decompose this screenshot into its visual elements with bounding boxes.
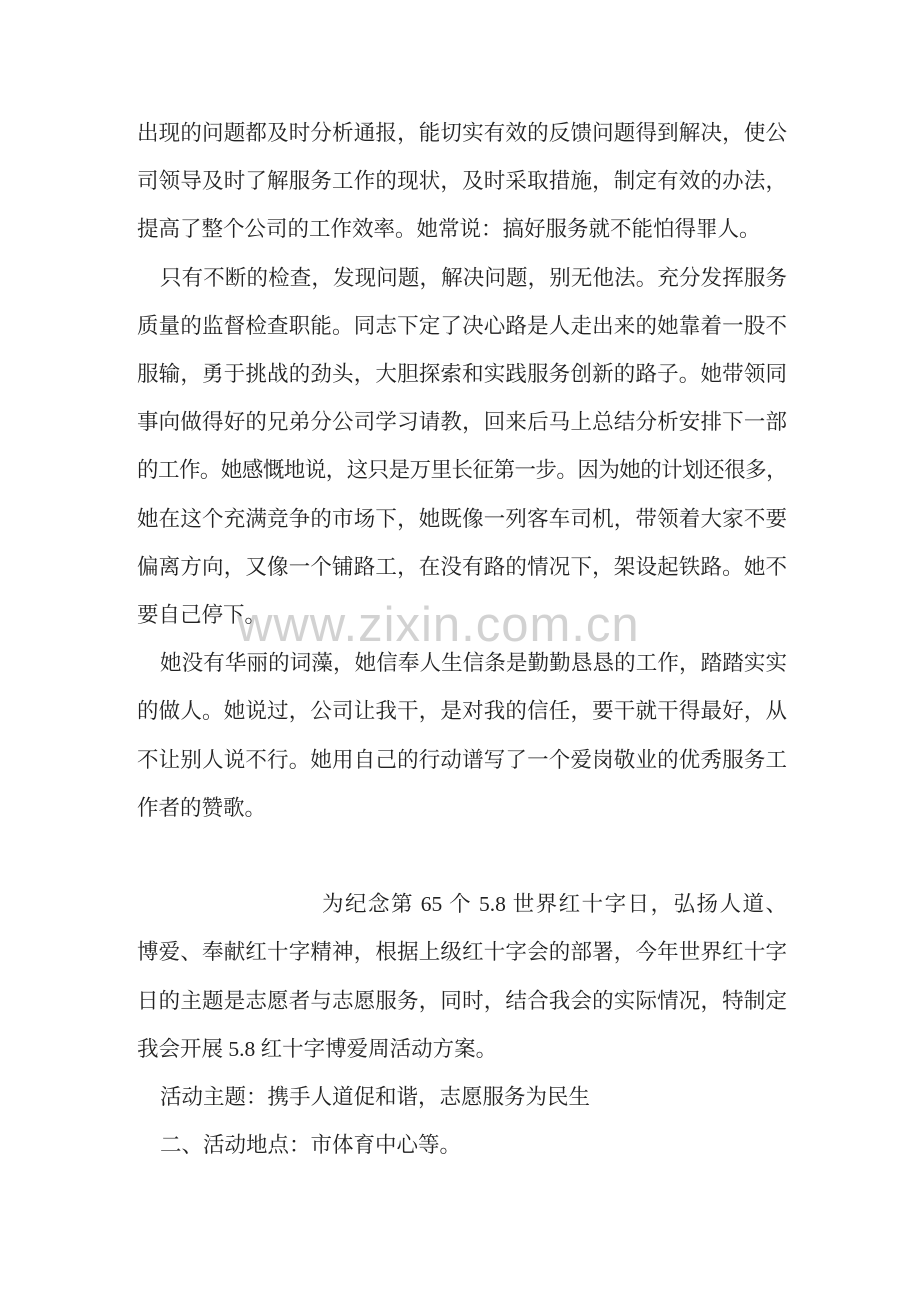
text-line: 日的主题是志愿者与志愿服务，同时，结合我会的实际情况，特制定 (137, 988, 787, 1013)
paragraph-inspection (137, 254, 787, 640)
text-line: 不让别人说不行。她用自己的行动谱写了一个爱岗敬业的优秀服务工 (137, 747, 787, 772)
text-line: 质量的监督检查职能。同志下定了决心路是人走出来的她靠着一股不 (137, 313, 787, 338)
text-line: 她在这个充满竞争的市场下，她既像一列客车司机，带领着大家不要 (137, 506, 787, 531)
text-line: 的工作。她感慨地说，这只是万里长征第一步。因为她的计划还很多， (137, 458, 787, 483)
text-line: 博爱、奉献红十字精神，根据上级红十字会的部署，今年世界红十字 (137, 940, 787, 965)
paragraph-dedication (137, 639, 787, 832)
text-line: 只有不断的检查，发现问题，解决问题，别无他法。充分发挥服务 (160, 265, 787, 290)
text-line: 要自己停下。 (137, 603, 267, 628)
paragraph-redcross-plan (137, 880, 787, 1073)
text-line: 作者的赞歌。 (137, 795, 267, 820)
text-line: 二、活动地点：市体育中心等。 (160, 1133, 462, 1158)
text-line: 我会开展 5.8 红十字博爱周活动方案。 (137, 1036, 498, 1061)
paragraph-activity-theme (137, 1073, 787, 1121)
blank-line (137, 832, 787, 880)
text-line: 服输，勇于挑战的劲头，大胆探索和实践服务创新的路子。她带领同 (137, 362, 787, 387)
text-line: 偏离方向，又像一个铺路工，在没有路的情况下，架设起铁路。她不 (137, 554, 787, 579)
text-line: 司领导及时了解服务工作的现状，及时采取措施，制定有效的办法， (137, 169, 787, 194)
paragraph-activity-location (137, 1121, 787, 1169)
text-line: 提高了整个公司的工作效率。她常说：搞好服务就不能怕得罪人。 (137, 217, 761, 242)
text-line: 事向做得好的兄弟分公司学习请教，回来后马上总结分析安排下一部 (137, 410, 787, 435)
watermark: www.zixin.com.cn (237, 598, 640, 652)
paragraph-continuation (137, 109, 787, 254)
text-line: 活动主题：携手人道促和谐，志愿服务为民生 (160, 1085, 591, 1110)
text-line: 她没有华丽的词藻，她信奉人生信条是勤勤恳恳的工作，踏踏实实 (160, 651, 787, 676)
text-line: 出现的问题都及时分析通报，能切实有效的反馈问题得到解决，使公 (137, 121, 787, 145)
text-line: 为纪念第 65 个 5.8 世界红十字日，弘扬人道、 (322, 892, 787, 917)
document-body (137, 109, 787, 1169)
text-line: 的做人。她说过，公司让我干，是对我的信任，要干就干得最好，从 (137, 699, 787, 724)
